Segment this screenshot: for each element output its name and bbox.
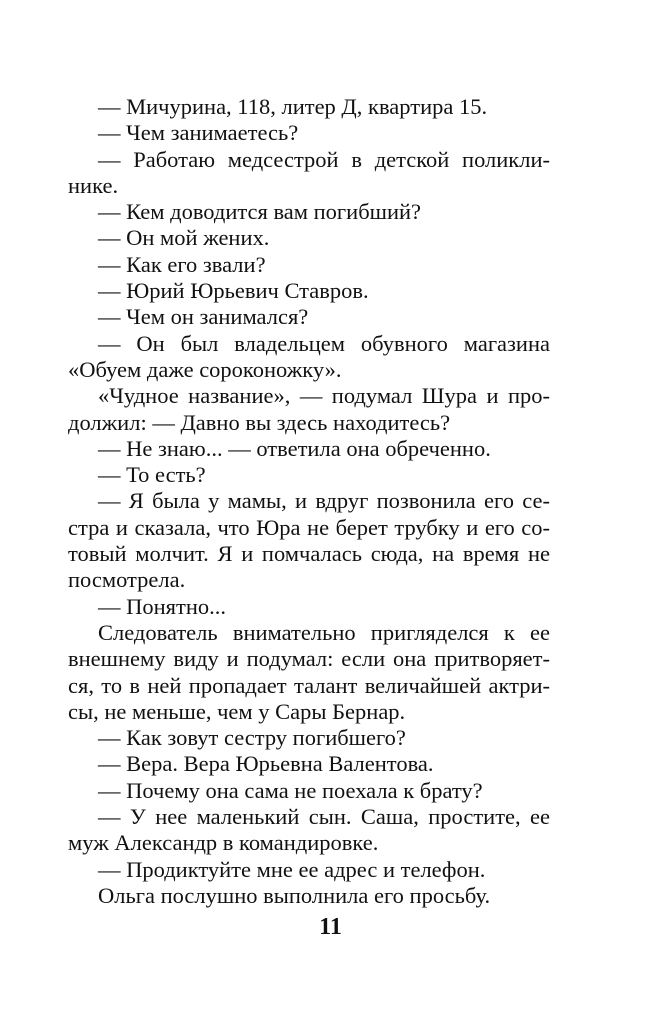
body-text bbox=[68, 94, 550, 909]
text-line: «Чудное название», — подумал Шура и про- bbox=[98, 383, 550, 409]
text-line: муж Александр в командировке. bbox=[68, 830, 379, 856]
text-line: — Он мой жених. bbox=[98, 225, 270, 251]
text-line: — Кем доводится вам погибший? bbox=[98, 199, 422, 225]
text-line: — Работаю медсестрой в детской поликли- bbox=[98, 146, 550, 172]
text-line: — Он был владельцем обувного магазина bbox=[98, 330, 550, 356]
text-line: «Обуем даже сороконожку». bbox=[68, 356, 342, 382]
text-line: — Чем занимаетесь? bbox=[98, 120, 299, 146]
page-number: 11 bbox=[319, 914, 342, 940]
text-line: Следователь внимательно пригляделся к ее bbox=[98, 619, 550, 645]
text-line: — Вера. Вера Юрьевна Валентова. bbox=[98, 751, 434, 777]
text-line: — Как зовут сестру погибшего? bbox=[98, 725, 406, 751]
text-line: ся, то в ней пропадает талант величайшей актри- bbox=[68, 672, 550, 698]
text-line: — Понятно... bbox=[98, 593, 227, 619]
text-line: — Продиктуйте мне ее адрес и телефон. bbox=[98, 856, 486, 882]
text-line: товый молчит. Я и помчалась сюда, на время не bbox=[68, 541, 550, 567]
text-line: — Мичурина, 118, литер Д, квартира 15. bbox=[98, 94, 488, 119]
text-line: — Я была у мамы, и вдруг позвонила его се- bbox=[98, 488, 550, 514]
text-line: нике. bbox=[68, 172, 119, 198]
text-line: Ольга послушно выполнила его просьбу. bbox=[98, 882, 491, 908]
text-line: стра и сказала, что Юра не берет трубку и его со- bbox=[68, 514, 550, 540]
text-line: внешнему виду и подумал: если она притворяет- bbox=[68, 646, 550, 672]
text-line: — Почему она сама не поехала к брату? bbox=[98, 777, 483, 803]
text-line: — Чем он занимался? bbox=[98, 304, 309, 330]
text-line: должил: — Давно вы здесь находитесь? bbox=[68, 409, 451, 435]
text-line: — Юрий Юрьевич Ставров. bbox=[98, 278, 369, 304]
text-line: — То есть? bbox=[98, 462, 206, 488]
text-line: — Не знаю... — ответила она обреченно. bbox=[98, 435, 491, 461]
text-line: сы, не меньше, чем у Сары Бернар. bbox=[68, 698, 406, 724]
text-line: — Как его звали? bbox=[98, 251, 266, 277]
text-line: — У нее маленький сын. Саша, простите, ее bbox=[98, 804, 550, 830]
text-line: посмотрела. bbox=[68, 567, 186, 593]
